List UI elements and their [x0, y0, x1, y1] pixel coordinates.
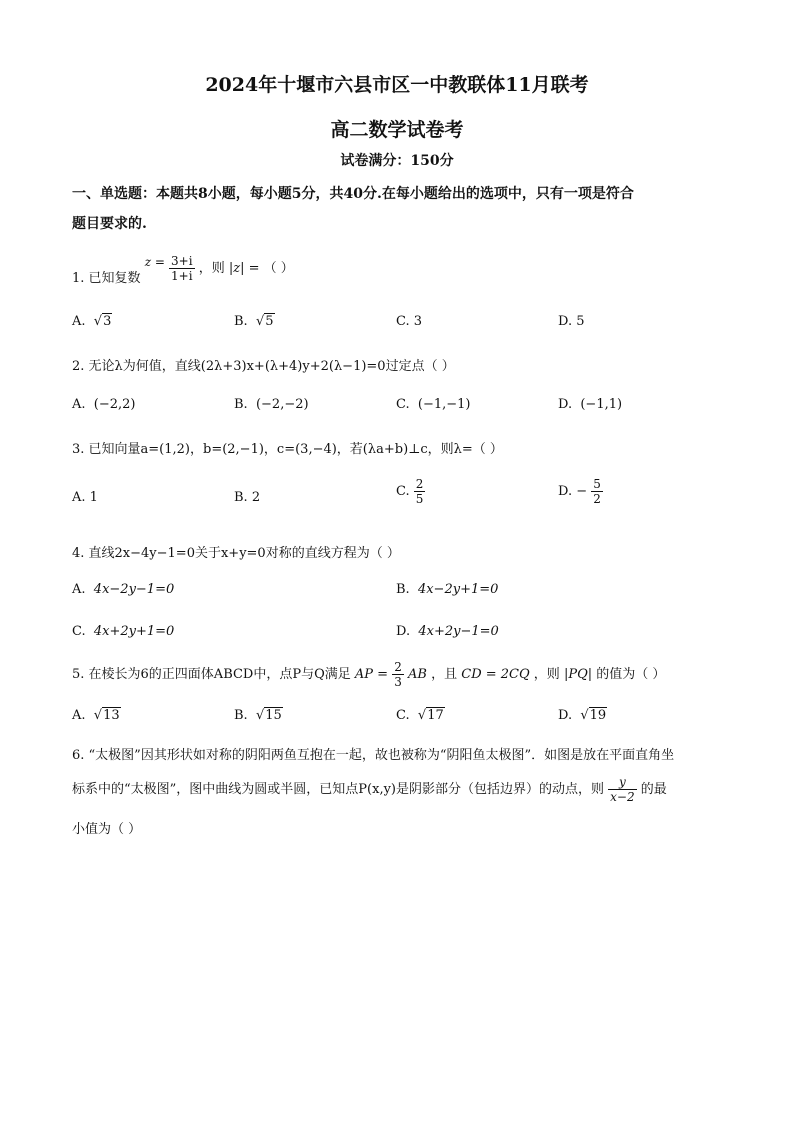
option-value: (−1,1)	[580, 397, 623, 412]
option-label: B.	[234, 490, 248, 505]
q4-option-c	[72, 624, 174, 639]
option-fraction	[414, 477, 426, 506]
q5-pq-magnitude: |PQ|	[563, 667, 593, 682]
fraction-denominator: 3	[394, 675, 402, 689]
option-label: D.	[558, 708, 573, 723]
option-value: 4x−2y+1=0	[417, 582, 499, 597]
question-6-line2	[72, 775, 667, 804]
option-label: A.	[72, 314, 86, 329]
q5-text-part3: ，则	[533, 667, 560, 682]
option-label: D.	[396, 624, 411, 639]
question-6-line1: 6. “太极图”因其形状如对称的阴阳两鱼互抱在一起，故也被称为“阴阳鱼太极图”．如图是放在平面直角坐	[72, 748, 675, 763]
fraction-numerator: 2	[415, 477, 424, 491]
fraction-numerator: y	[608, 775, 636, 790]
q5-option-d	[558, 708, 607, 723]
option-label: A.	[72, 708, 86, 723]
q5-option-c	[396, 708, 445, 723]
option-label: D.	[558, 314, 573, 329]
q1-mid: ，则	[198, 261, 225, 276]
option-value: 15	[265, 708, 282, 723]
section-heading-line1: 一、单选题：本题共8小题，每小题5分，共40分.在每小题给出的选项中，只有一项是符合	[72, 186, 634, 202]
q3-option-d	[558, 477, 603, 506]
section-heading-line2: 题目要求的.	[72, 216, 147, 232]
q2-option-c	[396, 397, 471, 412]
option-value: (−1,−1)	[417, 397, 471, 412]
option-value: (−2,−2)	[255, 397, 309, 412]
q4-option-b	[396, 582, 498, 597]
question-6-line3: 小值为（ ）	[72, 822, 142, 837]
fraction-numerator: 2	[394, 660, 402, 674]
q6-text-part2: 的最	[640, 782, 667, 797]
fraction-denominator: 2	[593, 492, 601, 506]
q1-numerator: 3+i	[171, 254, 193, 268]
option-label: C.	[396, 397, 410, 412]
q4-option-d	[396, 624, 499, 639]
option-label: B.	[234, 708, 248, 723]
sqrt-symbol: √13	[89, 708, 120, 723]
option-value: 2	[251, 490, 261, 505]
option-sign: −	[576, 484, 588, 499]
fraction-denominator: 5	[415, 492, 424, 506]
q5-vector-cd: CD = 2CQ	[461, 667, 530, 682]
q1-prefix: 1. 已知复数	[72, 271, 141, 286]
option-fraction	[591, 477, 603, 506]
sqrt-symbol: √17	[413, 708, 444, 723]
q3-option-c	[396, 477, 425, 506]
question-2: 2. 无论λ为何值，直线(2λ+3)x+(λ+4)y+2(λ−1)=0过定点（ ）	[72, 359, 455, 374]
option-label: B.	[396, 582, 410, 597]
q1-fraction	[169, 254, 195, 283]
fraction-denominator: x−2	[610, 790, 635, 804]
q5-text-part1: 5. 在棱长为6的正四面体ABCD中，点P与Q满足	[72, 667, 351, 682]
q5-vector-ap: AP =	[354, 667, 389, 682]
option-value: 4x−2y−1=0	[93, 582, 175, 597]
q5-vector-ab: AB	[408, 667, 427, 682]
question-1	[72, 254, 294, 286]
question-5	[72, 660, 665, 689]
exam-subtitle: 高二数学试卷考	[330, 119, 464, 141]
q2-option-d	[558, 397, 622, 412]
option-label: A.	[72, 490, 86, 505]
option-value: 5	[576, 314, 585, 329]
q5-text-part4: 的值为（ ）	[596, 667, 666, 682]
option-label: A.	[72, 397, 86, 412]
q1-option-a	[72, 314, 112, 329]
q2-option-b	[234, 397, 309, 412]
q2-option-a	[72, 397, 136, 412]
exam-title: 2024年十堰市六县市区一中教联体11月联考	[205, 74, 589, 96]
q5-text-part2: ，且	[431, 667, 458, 682]
option-value: 4x+2y−1=0	[418, 624, 499, 639]
q5-fraction	[392, 660, 404, 689]
q3-option-a	[72, 490, 98, 505]
option-label: A.	[72, 582, 86, 597]
option-value: 5	[265, 314, 274, 329]
q1-option-b	[234, 314, 275, 329]
sqrt-symbol: √5	[251, 314, 274, 329]
option-value: 19	[589, 708, 607, 723]
option-label: C.	[396, 708, 410, 723]
fraction-numerator: 5	[593, 477, 601, 491]
option-value: 4x+2y+1=0	[93, 624, 175, 639]
option-label: D.	[558, 397, 573, 412]
option-value: 13	[103, 708, 120, 723]
q1-paren: （ ）	[263, 261, 294, 276]
q6-text-part1: 标系中的“太极图”，图中曲线为圆或半圆，已知点P(x,y)是阴影部分（包括边界）的动点，则	[72, 782, 604, 797]
option-label: C.	[396, 484, 410, 499]
q6-fraction	[608, 775, 636, 804]
q1-denominator: 1+i	[171, 269, 193, 283]
q1-abs: |z| =	[228, 261, 260, 276]
option-label: C.	[396, 314, 410, 329]
q4-option-a	[72, 582, 174, 597]
option-value: 3	[413, 314, 423, 329]
option-label: B.	[234, 314, 248, 329]
q1-option-c	[396, 314, 422, 329]
exam-score: 试卷满分：150分	[340, 153, 454, 169]
option-value: (−2,2)	[93, 397, 136, 412]
question-4: 4. 直线2x−4y−1=0关于x+y=0对称的直线方程为（ ）	[72, 546, 400, 561]
option-value: 1	[89, 490, 98, 505]
option-label: C.	[72, 624, 86, 639]
q3-option-b	[234, 490, 260, 505]
option-value: 17	[427, 708, 444, 723]
q5-option-b	[234, 708, 283, 723]
option-label: D.	[558, 484, 573, 499]
sqrt-symbol: √19	[576, 708, 607, 723]
sqrt-symbol: √15	[251, 708, 282, 723]
q1-z: z =	[144, 255, 165, 269]
sqrt-symbol: √3	[89, 314, 112, 329]
option-label: B.	[234, 397, 248, 412]
option-value: 3	[103, 314, 112, 329]
question-3: 3. 已知向量a=(1,2)，b=(2,−1)，c=(3,−4)，若(λa+b)⊥c，则λ=（ ）	[72, 442, 503, 457]
q5-option-a	[72, 708, 121, 723]
q1-option-d	[558, 314, 585, 329]
